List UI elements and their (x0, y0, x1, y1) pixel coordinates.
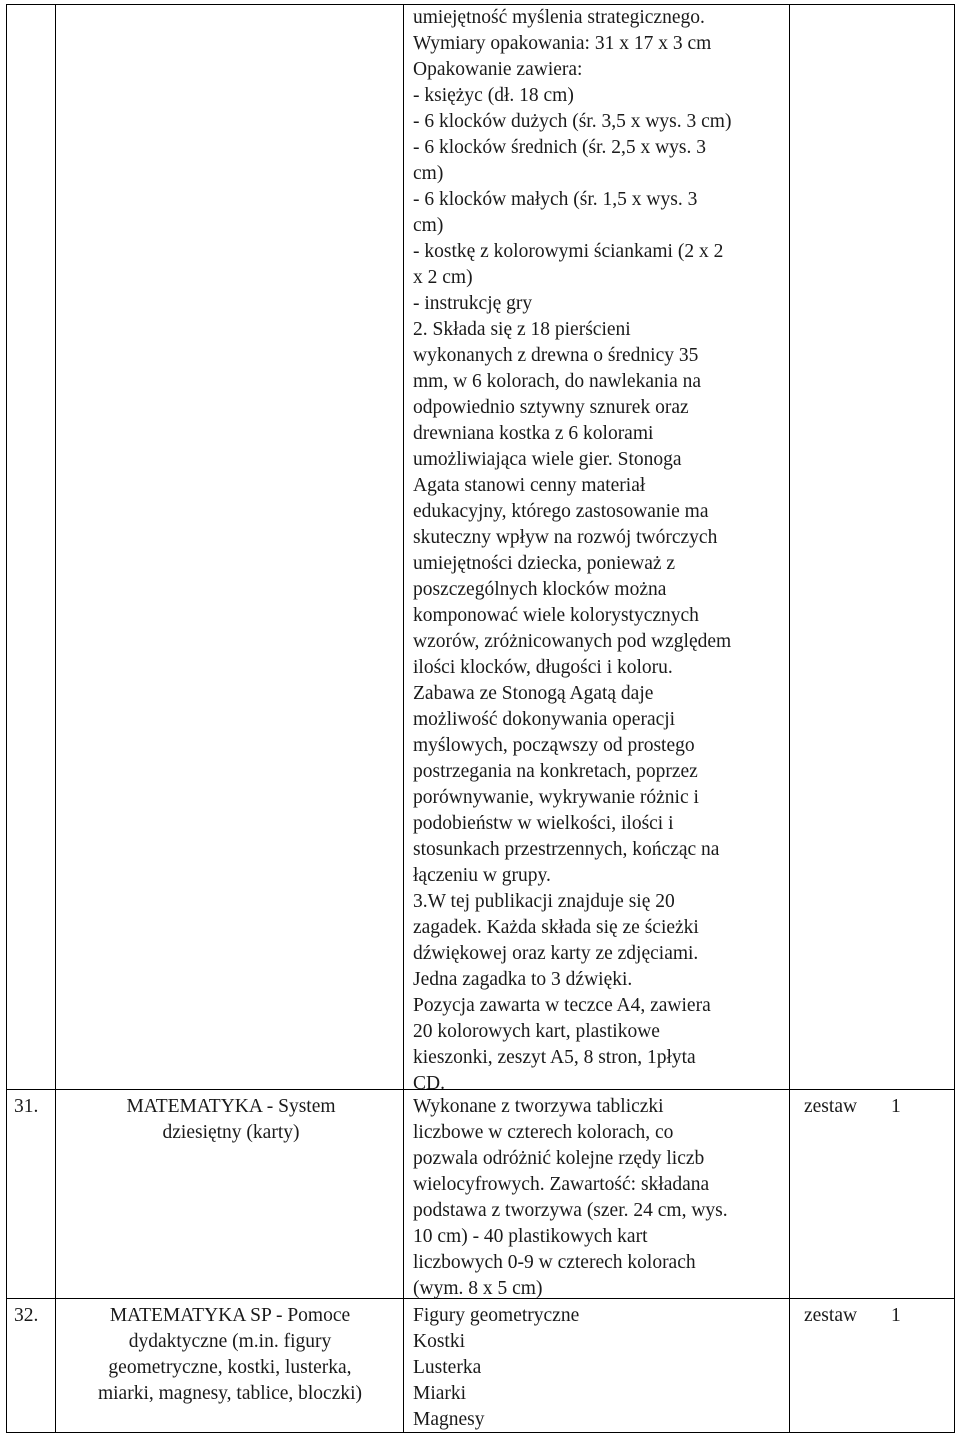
text-line: cm) (413, 163, 444, 184)
continued-description (413, 5, 731, 1097)
row-31-description (413, 1094, 728, 1302)
text-line: - księżyc (dł. 18 cm) (413, 85, 574, 106)
text-line: możliwość dokonywania operacji (413, 709, 676, 730)
text-line: Wykonane z tworzywa tabliczki (413, 1096, 664, 1117)
table-border-left (6, 4, 7, 1432)
text-line: komponować wiele kolorystycznych (413, 605, 699, 626)
row-32-qty (891, 1303, 901, 1329)
text-line: zagadek. Każda składa się ze ścieżki (413, 917, 699, 938)
row-32-number (14, 1303, 38, 1329)
text-line: porównywanie, wykrywanie różnic i (413, 787, 699, 808)
text-line: podstawa z tworzywa (szer. 24 cm, wys. (413, 1200, 728, 1221)
row-31-name (64, 1094, 398, 1146)
text-line: poszczególnych klocków można (413, 579, 667, 600)
text-line: CD. (413, 1073, 445, 1094)
unit-label: zestaw (804, 1096, 858, 1117)
text-line: Zabawa ze Stonogą Agatą daje (413, 683, 654, 704)
row-32-name (60, 1303, 400, 1407)
text-line: wielocyfrowych. Zawartość: składana (413, 1174, 710, 1195)
text-line: edukacyjny, którego zastosowanie ma (413, 501, 709, 522)
text-line: Pozycja zawarta w teczce A4, zawiera (413, 995, 711, 1016)
item-number: 32. (14, 1305, 39, 1326)
text-line: łączeniu w grupy. (413, 865, 551, 886)
table-border-right (954, 4, 955, 1432)
row-31-number (14, 1094, 38, 1120)
column-divider-1 (55, 4, 56, 1432)
text-line: - instrukcję gry (413, 293, 533, 314)
text-line: 10 cm) - 40 plastikowych kart (413, 1226, 648, 1247)
text-line: kieszonki, zeszyt A5, 8 stron, 1płyta (413, 1047, 696, 1068)
text-line: - 6 klocków średnich (śr. 2,5 x wys. 3 (413, 137, 707, 158)
text-line: liczbowe w czterech kolorach, co (413, 1122, 674, 1143)
text-line: x 2 cm) (413, 267, 473, 288)
text-line: Opakowanie zawiera: (413, 59, 583, 80)
text-line: myślowych, począwszy od prostego (413, 735, 695, 756)
text-line: dźwiękowej oraz karty ze zdjęciami. (413, 943, 699, 964)
text-line: Jedna zagadka to 3 dźwięki. (413, 969, 633, 990)
row-32-description (413, 1303, 579, 1433)
text-line: cm) (413, 215, 444, 236)
text-line: liczbowych 0-9 w czterech kolorach (413, 1252, 696, 1273)
text-line: 20 kolorowych kart, plastikowe (413, 1021, 660, 1042)
column-divider-2 (403, 4, 404, 1432)
text-line: - kostkę z kolorowymi ściankami (2 x 2 (413, 241, 724, 262)
text-line: Lusterka (413, 1357, 482, 1378)
text-line: Kostki (413, 1331, 466, 1352)
text-line: - 6 klocków dużych (śr. 3,5 x wys. 3 cm) (413, 111, 732, 132)
text-line: (wym. 8 x 5 cm) (413, 1278, 543, 1299)
text-line: miarki, magnesy, tablice, bloczki) (97, 1383, 363, 1404)
text-line: - 6 klocków małych (śr. 1,5 x wys. 3 (413, 189, 698, 210)
text-line: umiejętności dziecka, ponieważ z (413, 553, 676, 574)
text-line: MATEMATYKA SP - Pomoce (109, 1305, 351, 1326)
text-line: wykonanych z drewna o średnicy 35 (413, 345, 699, 366)
text-line: drewniana kostka z 6 kolorami (413, 423, 654, 444)
text-line: 2. Składa się z 18 pierścieni (413, 319, 631, 340)
text-line: stosunkach przestrzennych, kończąc na (413, 839, 720, 860)
text-line: ilości klocków, długości i koloru. (413, 657, 673, 678)
text-line: podobieństw w wielkości, ilości i (413, 813, 674, 834)
text-line: Wymiary opakowania: 31 x 17 x 3 cm (413, 33, 712, 54)
text-line: dydaktyczne (m.in. figury (128, 1331, 332, 1352)
row-31-unit (804, 1094, 857, 1120)
unit-label: zestaw (804, 1305, 858, 1326)
row-32-unit (804, 1303, 857, 1329)
text-line: pozwala odróżnić kolejne rzędy liczb (413, 1148, 705, 1169)
text-line: wzorów, zróżnicowanych pod względem (413, 631, 732, 652)
text-line: skuteczny wpływ na rozwój twórczych (413, 527, 718, 548)
text-line: geometryczne, kostki, lusterka, (108, 1357, 352, 1378)
text-line: odpowiednio sztywny sznurek oraz (413, 397, 689, 418)
text-line: Magnesy (413, 1409, 485, 1430)
text-line: MATEMATYKA - System (126, 1096, 336, 1117)
text-line: 3.W tej publikacji znajduje się 20 (413, 891, 675, 912)
column-divider-3 (789, 4, 790, 1432)
text-line: mm, w 6 kolorach, do nawlekania na (413, 371, 702, 392)
text-line: umiejętność myślenia strategicznego. (413, 7, 705, 28)
row-31-qty (891, 1094, 901, 1120)
quantity-value: 1 (891, 1096, 901, 1117)
text-line: Figury geometryczne (413, 1305, 580, 1326)
text-line: Miarki (413, 1383, 467, 1404)
text-line: Agata stanowi cenny materiał (413, 475, 646, 496)
text-line: postrzegania na konkretach, poprzez (413, 761, 698, 782)
quantity-value: 1 (891, 1305, 901, 1326)
text-line: umożliwiająca wiele gier. Stonoga (413, 449, 682, 470)
item-number: 31. (14, 1096, 39, 1117)
text-line: dziesiętny (karty) (162, 1122, 300, 1143)
